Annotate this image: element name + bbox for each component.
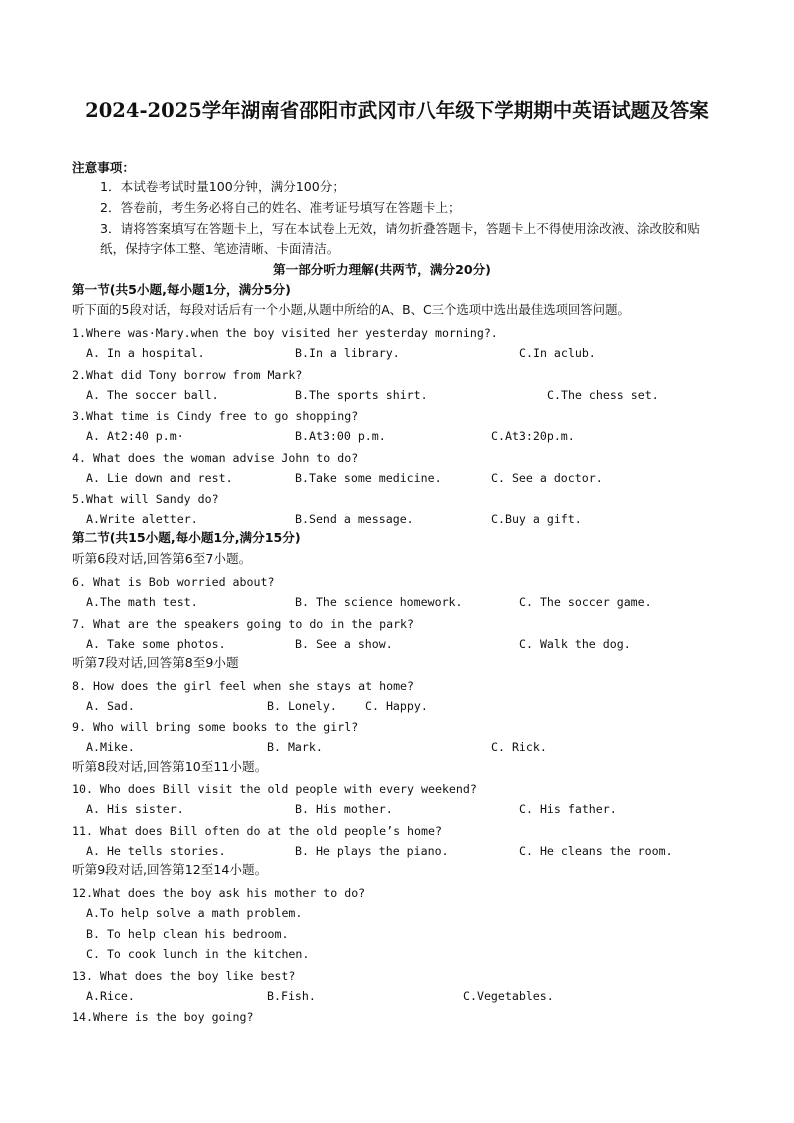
dialog-6-instruction: 听第6段对话,回答第6至7小题。 bbox=[72, 551, 252, 566]
notice-item-1: 1．本试卷考试时量100分钟，满分100分； bbox=[100, 179, 345, 194]
q4-option-c: C. See a doctor. bbox=[491, 471, 603, 485]
notice-item-3: 3．请将答案填写在答题卡上，写在本试卷上无效，请勿折叠答题卡，答题卡上不得使用涂改液、涂改胶和贴纸，保持字体工整、笔迹清晰、卡面清洁。 bbox=[100, 221, 700, 256]
q9-option-b: B. Mark. bbox=[267, 740, 323, 754]
q6-option-b: B. The science homework. bbox=[295, 595, 463, 609]
question-1: 1.Where was·Mary.when the boy visited her yesterday morning?. bbox=[72, 326, 498, 340]
q8-option-b: B. Lonely. bbox=[267, 699, 337, 713]
q2-option-b: B.The sports shirt. bbox=[295, 388, 428, 402]
question-12: 12.What does the boy ask his mother to do? bbox=[72, 886, 366, 900]
question-7: 7. What are the speakers going to do in the park? bbox=[72, 617, 415, 631]
section1-heading: 第一节(共5小题,每小题1分，满分5分) bbox=[72, 282, 291, 297]
q9-option-c: C. Rick. bbox=[491, 740, 547, 754]
question-5: 5.What will Sandy do? bbox=[72, 492, 219, 506]
question-13: 13. What does the boy like best? bbox=[72, 969, 296, 983]
q7-option-b: B. See a show. bbox=[295, 637, 393, 651]
q2-option-a: A. The soccer ball. bbox=[86, 388, 219, 402]
q12-option-c: C. To cook lunch in the kitchen. bbox=[86, 947, 310, 961]
notice-item-2: 2．答卷前，考生务必将自己的姓名、准考证号填写在答题卡上； bbox=[100, 200, 461, 215]
question-10: 10. Who does Bill visit the old people with every weekend? bbox=[72, 782, 477, 796]
q9-option-a: A.Mike. bbox=[86, 740, 135, 754]
dialog-9-instruction: 听第9段对话,回答第12至14小题。 bbox=[72, 862, 268, 877]
q13-option-a: A.Rice. bbox=[86, 989, 135, 1003]
notice-heading: 注意事项： bbox=[72, 160, 135, 175]
q3-option-b: B.At3:00 p.m. bbox=[295, 429, 386, 443]
q11-option-a: A. He tells stories. bbox=[86, 844, 226, 858]
q3-option-a: A. At2:40 p.m· bbox=[86, 429, 184, 443]
section1-instruction: 听下面的5段对话，每段对话后有一个小题,从题中所给的A、B、C三个选项中选出最佳选项回答问题。 bbox=[72, 302, 630, 317]
q4-option-a: A. Lie down and rest. bbox=[86, 471, 233, 485]
q5-option-b: B.Send a message. bbox=[295, 512, 414, 526]
q6-option-c: C. The soccer game. bbox=[519, 595, 652, 609]
q8-option-c: C. Happy. bbox=[365, 699, 428, 713]
q10-option-c: C. His father. bbox=[519, 802, 617, 816]
dialog-8-instruction: 听第8段对话,回答第10至11小题。 bbox=[72, 759, 268, 774]
q7-option-a: A. Take some photos. bbox=[86, 637, 226, 651]
question-3: 3.What time is Cindy free to go shopping? bbox=[72, 409, 359, 423]
q6-option-a: A.The math test. bbox=[86, 595, 198, 609]
question-8: 8. How does the girl feel when she stays at home? bbox=[72, 679, 415, 693]
q3-option-c: C.At3:20p.m. bbox=[491, 429, 575, 443]
q12-option-b: B. To help clean his bedroom. bbox=[86, 927, 289, 941]
q1-option-c: C.In aclub. bbox=[519, 346, 596, 360]
q13-option-b: B.Fish. bbox=[267, 989, 316, 1003]
q10-option-b: B. His mother. bbox=[295, 802, 393, 816]
q5-option-a: A.Write aletter. bbox=[86, 512, 198, 526]
q12-option-a: A.To help solve a math problem. bbox=[86, 906, 303, 920]
question-11: 11. What does Bill often do at the old people’s home? bbox=[72, 824, 442, 838]
q5-option-c: C.Buy a gift. bbox=[491, 512, 582, 526]
question-6: 6. What is Bob worried about? bbox=[72, 575, 275, 589]
part1-heading: 第一部分听力理解(共两节，满分20分) bbox=[273, 262, 491, 277]
q1-option-a: A. In a hospital. bbox=[86, 346, 205, 360]
q8-option-a: A. Sad. bbox=[86, 699, 135, 713]
q4-option-b: B.Take some medicine. bbox=[295, 471, 442, 485]
question-9: 9. Who will bring some books to the girl? bbox=[72, 720, 359, 734]
question-4: 4. What does the woman advise John to do? bbox=[72, 451, 359, 465]
dialog-7-instruction: 听第7段对话,回答第8至9小题 bbox=[72, 655, 239, 670]
question-2: 2.What did Tony borrow from Mark? bbox=[72, 368, 303, 382]
q11-option-b: B. He plays the piano. bbox=[295, 844, 449, 858]
q10-option-a: A. His sister. bbox=[86, 802, 184, 816]
question-14: 14.Where is the boy going? bbox=[72, 1010, 254, 1024]
q2-option-c: C.The chess set. bbox=[547, 388, 659, 402]
q13-option-c: C.Vegetables. bbox=[463, 989, 554, 1003]
q7-option-c: C. Walk the dog. bbox=[519, 637, 631, 651]
page-title: 2024-2025学年湖南省邵阳市武冈市八年级下学期期中英语试题及答案 bbox=[85, 99, 709, 122]
q1-option-b: B.In a library. bbox=[295, 346, 400, 360]
section2-heading: 第二节(共15小题,每小题1分,满分15分) bbox=[72, 530, 301, 545]
q11-option-c: C. He cleans the room. bbox=[519, 844, 673, 858]
